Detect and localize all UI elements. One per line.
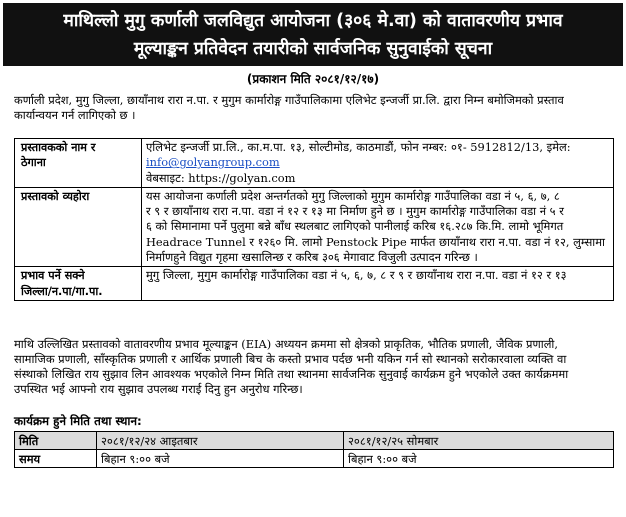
schedule-date-1: २०८१/१२/२४ आइतबार bbox=[97, 432, 344, 450]
proposal-info-table bbox=[14, 138, 614, 301]
body-line: संस्थाको लिखित राय सुझाव लिन आवश्यक भएकोले निम्न मिति तथा स्थानमा सार्वजनिक सुनुवाई कार्यक्रम हुने भएकोले उक्त कार्यक्रममा bbox=[14, 367, 569, 381]
notice-title-line-2: मूल्याङ्कन प्रतिवेदन तयारीको सार्वजनिक सुनुवाईको सूचना bbox=[133, 39, 493, 59]
row-value-affected-area bbox=[142, 267, 614, 301]
publication-date: (प्रकाशन मिति २०८१/१२/१७) bbox=[246, 72, 380, 86]
intro-line: कर्णाली प्रदेश, मुगु जिल्ला, छायाँनाथ रारा न.पा. र मुगुम कार्मारोङ्ग गाउँपालिकामा एलिभेट इन्जर्जी प्रा.लि. द्वारा निम्न बमोजिमको प्रस्ताव bbox=[14, 93, 564, 107]
row-value-proposal bbox=[142, 187, 614, 266]
row-label-proponent bbox=[15, 139, 142, 188]
proposal-line: र ९ र छायाँनाथ रारा न.पा. वडा नं १२ र १३ मा निर्माण हुने छ । मुगुम कार्मारोङ्ग गाउँपालिका वडा नं ५ र bbox=[146, 204, 564, 219]
proponent-address: एलिभेट इन्जर्जी प्रा.लि., का.म.पा. १३, सोल्टीमोड, काठमाडौं, फोन नम्बर: ०१- 5912812/13, इमेल: bbox=[146, 140, 571, 154]
email-link[interactable]: info@golyangroup.com bbox=[146, 155, 280, 170]
body-line: उपस्थित भई आफ्नो राय सुझाव उपलब्ध गराई दिनु हुन अनुरोध गरिन्छ। bbox=[14, 382, 303, 396]
body-line: सामाजिक प्रणाली, साँस्कृतिक प्रणाली र आर्थिक प्रणाली बिच के कस्तो प्रभाव पर्दछ भनी यकिन गर्न सो स्थानको सरोकारवाला व्यक्ति वा bbox=[14, 352, 567, 366]
schedule-time-1: बिहान ९:०० बजे bbox=[97, 450, 344, 468]
row-value-proponent bbox=[142, 139, 614, 188]
body-line: माथि उल्लिखित प्रस्तावको वातावरणीय प्रभाव मूल्याङ्कन (EIA) अध्ययन क्रममा सो क्षेत्रको प्राकृतिक, भौतिक प्रणाली, जैविक प्रणाली, bbox=[14, 337, 559, 351]
table-row bbox=[15, 187, 614, 266]
proposal-line: यस आयोजना कर्णाली प्रदेश अन्तर्गतको मुगु जिल्लाको मुगुम कार्मारोङ्ग गाउँपालिका वडा नं ५, ६, ७, ८ bbox=[146, 188, 560, 203]
row-label-line: जिल्ला/न.पा/गा.पा. bbox=[21, 284, 103, 298]
row-label-line: प्रस्तावकको नाम र bbox=[21, 141, 96, 154]
schedule-label-time: समय bbox=[15, 450, 97, 468]
row-label-affected-area bbox=[15, 267, 142, 301]
schedule-title: कार्यक्रम हुने मिति तथा स्थान: bbox=[14, 414, 142, 428]
proposal-line: ६ को सिमानामा पर्ने पुलुमा बन्ने बाँध स्थलबाट लागिएको पानीलाई करिब १६.२८७ कि.मि. लामो भूमिगत bbox=[146, 219, 564, 234]
row-label-line: ठेगाना bbox=[21, 156, 46, 170]
table-row bbox=[15, 267, 614, 301]
row-label-line: प्रस्तावको व्यहोरा bbox=[21, 189, 90, 203]
body-paragraph bbox=[14, 337, 614, 397]
row-label-proposal bbox=[15, 187, 142, 266]
schedule-date-2: २०८१/१२/२५ सोमबार bbox=[344, 432, 614, 450]
schedule-label-date: मिति bbox=[15, 432, 97, 450]
notice-title-banner bbox=[3, 3, 623, 66]
website-text: वेबसाइट: https://golyan.com bbox=[146, 170, 296, 185]
table-row bbox=[15, 450, 614, 468]
intro-line: कार्यान्वयन गर्न लागिएको छ । bbox=[14, 108, 136, 122]
table-row bbox=[15, 139, 614, 188]
schedule-time-2: बिहान ९:०० बजे bbox=[344, 450, 614, 468]
proposal-line: निर्माणहुने विद्युत गृहमा खसालिन्छ र करिब ३०६ मेगावाट विजुली उत्पादन गरिन्छ । bbox=[146, 250, 478, 265]
proposal-line: Headrace Tunnel र १२६० मि. लामो Penstock Pipe मार्फत छायाँनाथ रारा न.पा. वडा नं १२, लुम्सामा bbox=[146, 234, 605, 249]
affected-area-text: मुगु जिल्ला, मुगुम कार्मारोङ्ग गाउँपालिका वडा नं ५, ६, ७, ८ र ९ र छायाँनाथ रारा न.पा. वडा नं १२ र १३ bbox=[146, 268, 567, 283]
table-row bbox=[15, 432, 614, 450]
schedule-table bbox=[14, 431, 614, 468]
notice-title-line-1: माथिल्लो मुगु कर्णाली जलविद्युत आयोजना (३०६ मे.वा) को वातावरणीय प्रभाव bbox=[63, 11, 563, 31]
row-label-line: प्रभाव पर्ने सक्ने bbox=[21, 269, 85, 283]
intro-paragraph bbox=[14, 93, 614, 123]
